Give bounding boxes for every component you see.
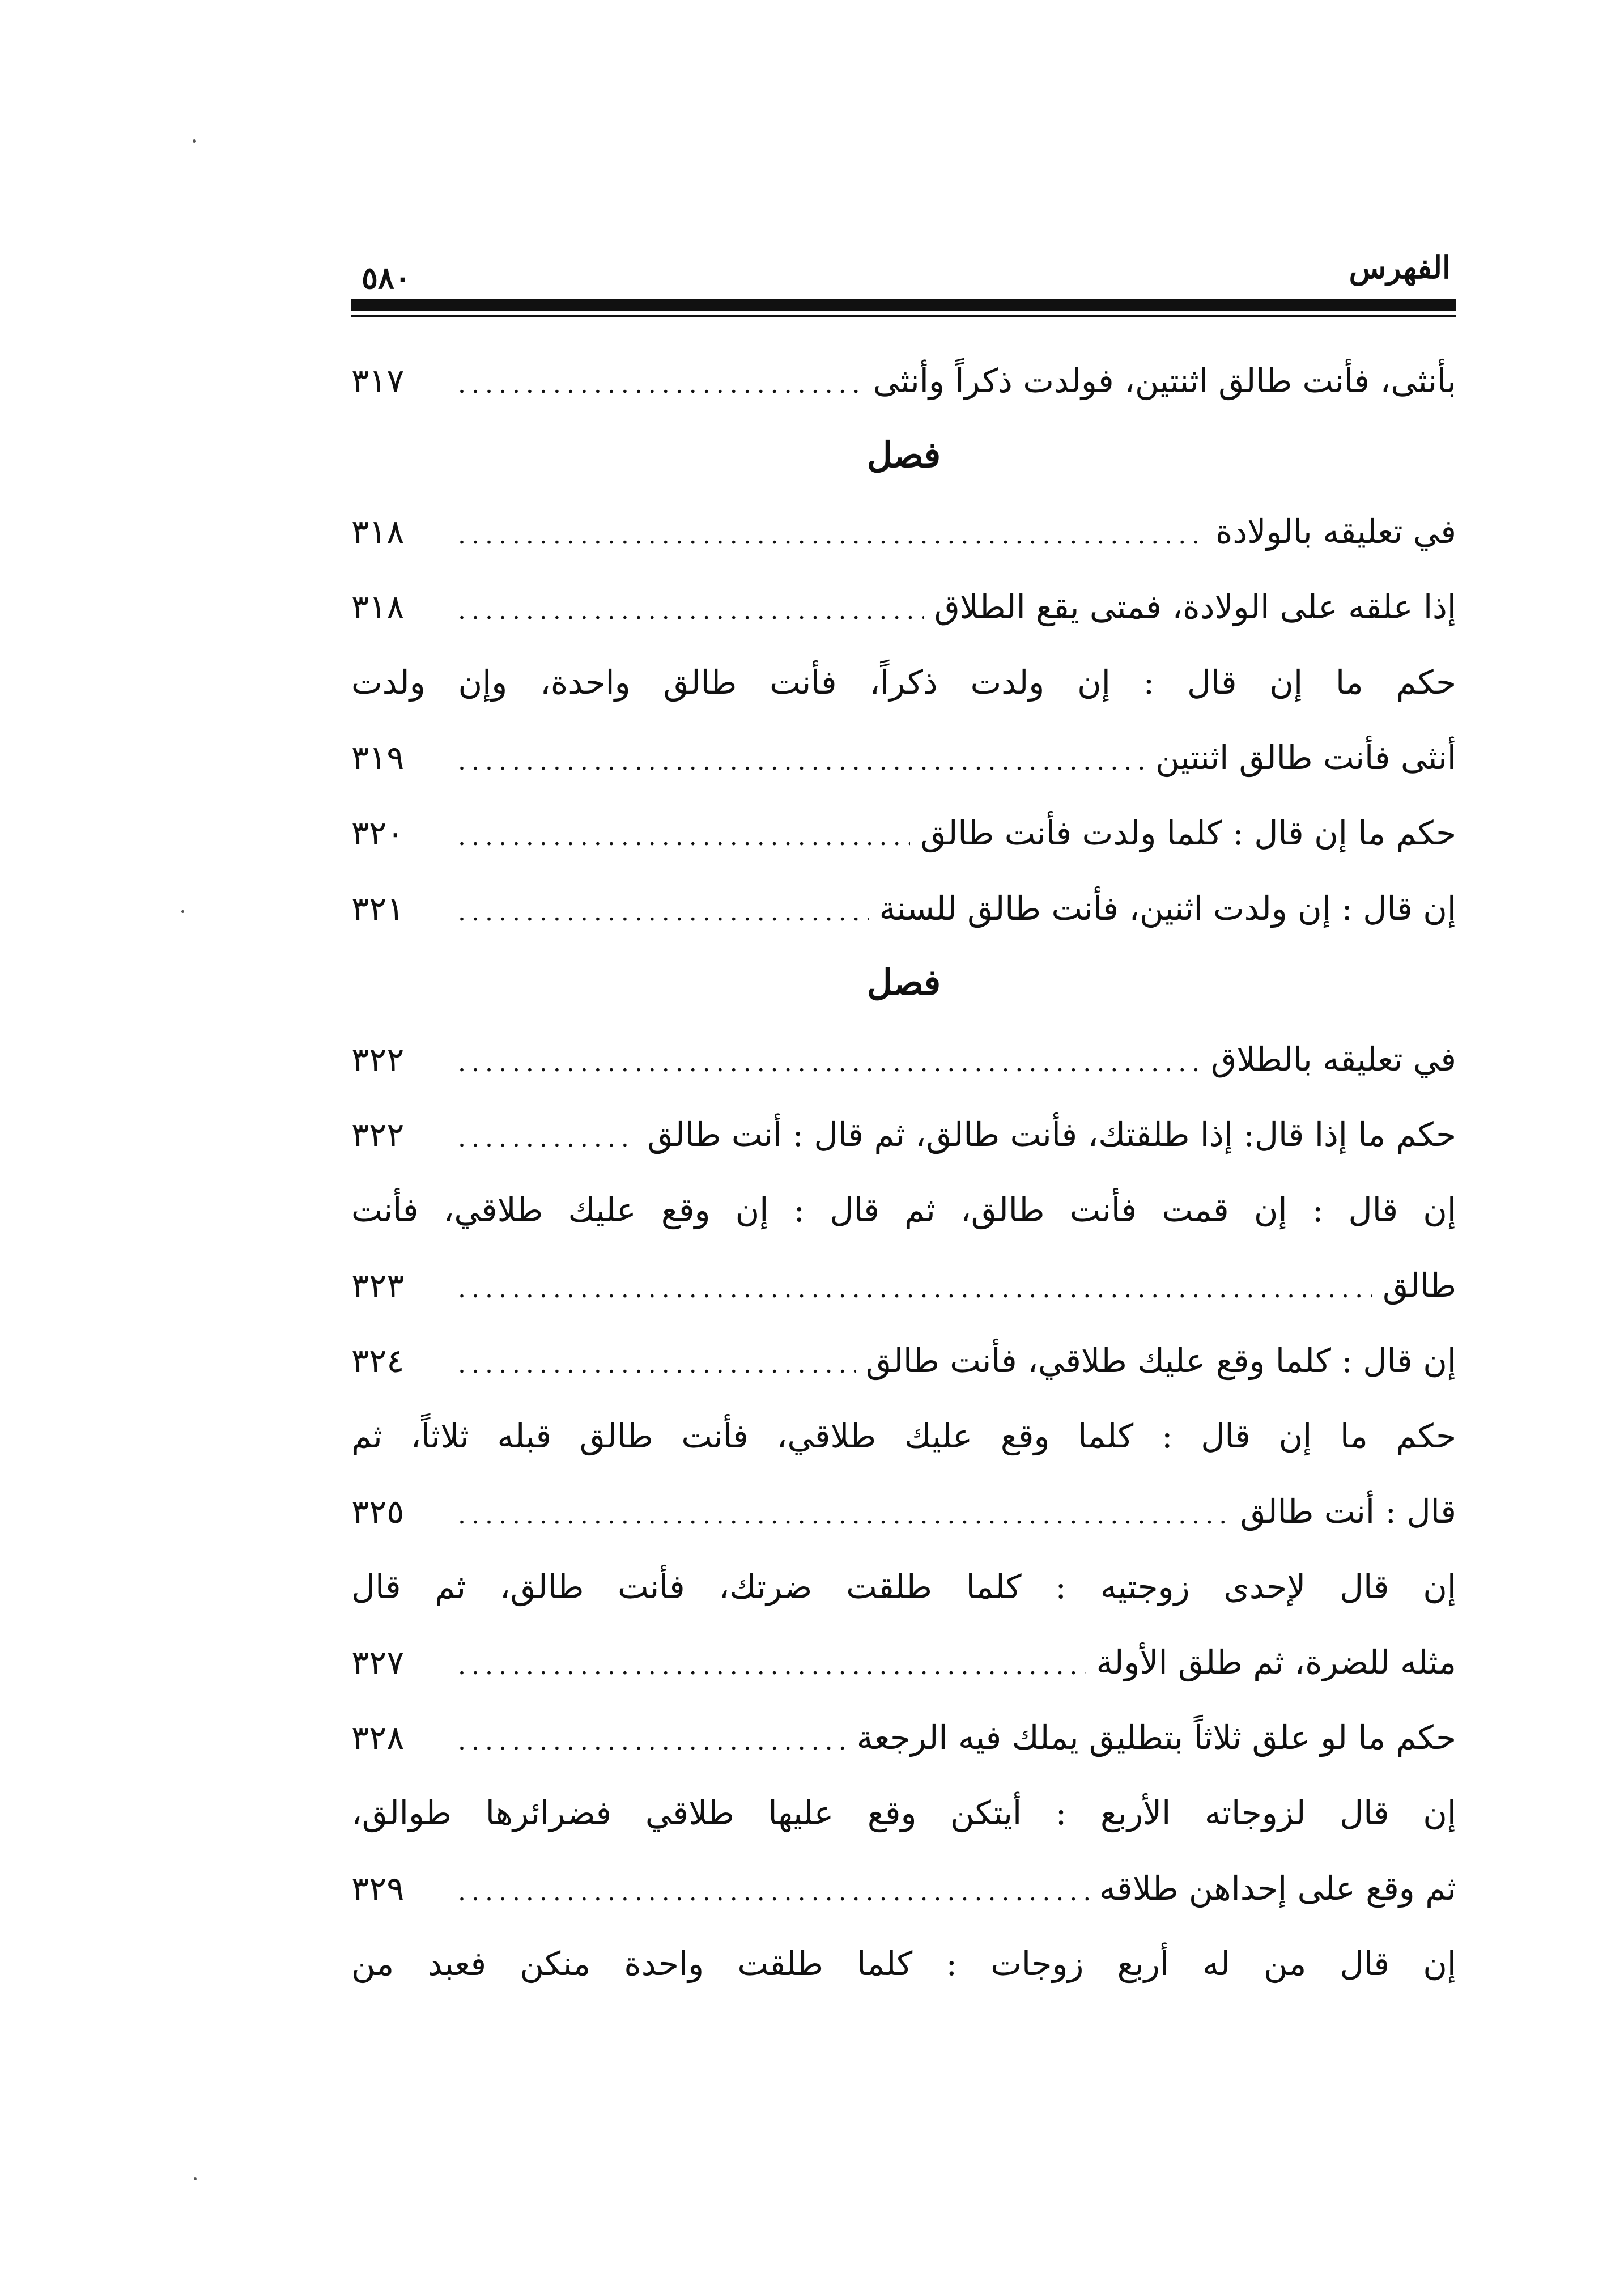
section-heading	[351, 401, 1456, 476]
header-rule-thin	[351, 315, 1456, 317]
entry-text: إن قال من له أربع زوجات : كلما طلقت واحدة منكن فعبد من	[351, 1944, 1456, 1983]
dot-leader	[458, 825, 910, 850]
dot-leader	[458, 900, 869, 925]
entry-page-number: ٣١٧	[351, 362, 405, 400]
dot-leader	[458, 1352, 856, 1377]
index-entry-line	[351, 627, 1456, 702]
entry-text: في تعليقه بالولادة	[1215, 512, 1456, 551]
entry-text: بأنثى، فأنت طالق اثنتين، فولدت ذكراً وأنثى	[873, 362, 1456, 400]
page-number: ٥٨٠	[362, 260, 411, 296]
entry-text: إن قال لزوجاته الأربع : أيتكن وقع عليها طلاقي فضرائرها طوالق،	[351, 1794, 1456, 1832]
index-entry	[351, 778, 1456, 853]
index-entry-line	[351, 1531, 1456, 1607]
entry-page-number: ٣١٨	[351, 512, 405, 551]
entry-text: حكم ما لو علق ثلاثاً بتطليق يملك فيه الرجعة	[856, 1718, 1456, 1757]
entry-text: حكم ما إن قال : إن ولدت ذكراً، فأنت طالق واحدة، وإن ولدت	[351, 663, 1456, 702]
entry-page-number: ٣٢٠	[351, 814, 405, 852]
entry-page-number: ٣١٨	[351, 588, 405, 626]
entry-page-number: ٣٢٩	[351, 1869, 405, 1908]
index-entry	[351, 702, 1456, 778]
index-entry	[351, 1004, 1456, 1079]
entry-text: إذا علقه على الولادة، فمتى يقع الطلاق	[934, 588, 1456, 626]
index-entry	[351, 1607, 1456, 1682]
entry-text: حكم ما إن قال : كلما وقع عليك طلاقي، فأنت طالق قبله ثلاثاً، ثم	[351, 1417, 1456, 1455]
running-header	[351, 249, 1456, 296]
index-entries	[351, 325, 1456, 1984]
dot-leader	[458, 1503, 1230, 1528]
entry-text: أنثى فأنت طالق اثنتين	[1155, 738, 1456, 777]
entry-text: إن قال : كلما وقع عليك طلاقي، فأنت طالق	[865, 1341, 1456, 1380]
header-rule-thick	[351, 299, 1456, 311]
index-entry	[351, 1230, 1456, 1305]
entry-text: مثله للضرة، ثم طلق الأولة	[1096, 1643, 1456, 1681]
entry-page-number: ٣٢٧	[351, 1643, 405, 1681]
section-heading-text: فصل	[866, 434, 941, 475]
entry-text: قال : أنت طالق	[1240, 1492, 1456, 1531]
dot-leader	[458, 1051, 1201, 1076]
entry-text: طالق	[1383, 1266, 1456, 1305]
index-entry	[351, 1079, 1456, 1154]
dot-leader	[458, 1126, 637, 1151]
entry-page-number: ٣٢٣	[351, 1266, 405, 1305]
index-entry-line	[351, 1381, 1456, 1456]
index-entry	[351, 1305, 1456, 1381]
entry-page-number: ٣٢٤	[351, 1341, 405, 1380]
dot-leader	[458, 1277, 1372, 1302]
entry-text: حكم ما إذا قال: إذا طلقتك، فأنت طالق، ثم قال : أنت طالق	[647, 1115, 1456, 1154]
dot-leader	[458, 1880, 1089, 1905]
dot-leader	[458, 372, 863, 397]
entry-page-number: ٣٢٢	[351, 1115, 405, 1154]
entry-page-number: ٣٢٥	[351, 1492, 405, 1531]
index-page	[351, 249, 1456, 1984]
index-entry	[351, 325, 1456, 401]
entry-text: إن قال لإحدى زوجتيه : كلما طلقت ضرتك، فأنت طالق، ثم قال	[351, 1568, 1456, 1606]
dot-leader	[458, 1729, 847, 1754]
entry-text: إن قال : إن ولدت اثنين، فأنت طالق للسنة	[879, 889, 1456, 928]
scan-speck	[194, 2177, 197, 2180]
entry-text: إن قال : إن قمت فأنت طالق، ثم قال : إن وقع عليك طلاقي، فأنت	[351, 1191, 1456, 1229]
dot-leader	[458, 749, 1145, 774]
index-entry	[351, 476, 1456, 551]
index-entry	[351, 1682, 1456, 1757]
index-entry	[351, 551, 1456, 627]
header-title: الفهرس	[1349, 249, 1451, 286]
index-entry-line	[351, 1154, 1456, 1230]
index-entry	[351, 853, 1456, 928]
entry-page-number: ٣٢٢	[351, 1040, 405, 1078]
entry-text: ثم وقع على إحداهن طلاقه	[1099, 1869, 1456, 1908]
entry-page-number: ٣١٩	[351, 738, 405, 777]
entry-text: في تعليقه بالطلاق	[1211, 1040, 1456, 1078]
dot-leader	[458, 523, 1205, 548]
index-entry-line	[351, 1908, 1456, 1984]
index-entry-line	[351, 1757, 1456, 1833]
scan-speck	[181, 910, 184, 913]
index-entry	[351, 1833, 1456, 1908]
entry-text: حكم ما إن قال : كلما ولدت فأنت طالق	[920, 814, 1456, 852]
section-heading-text: فصل	[866, 962, 941, 1003]
section-heading	[351, 928, 1456, 1004]
dot-leader	[458, 598, 924, 623]
index-entry	[351, 1456, 1456, 1531]
entry-page-number: ٣٢١	[351, 889, 405, 928]
entry-page-number: ٣٢٨	[351, 1718, 405, 1757]
dot-leader	[458, 1654, 1086, 1679]
scan-speck	[193, 139, 196, 143]
